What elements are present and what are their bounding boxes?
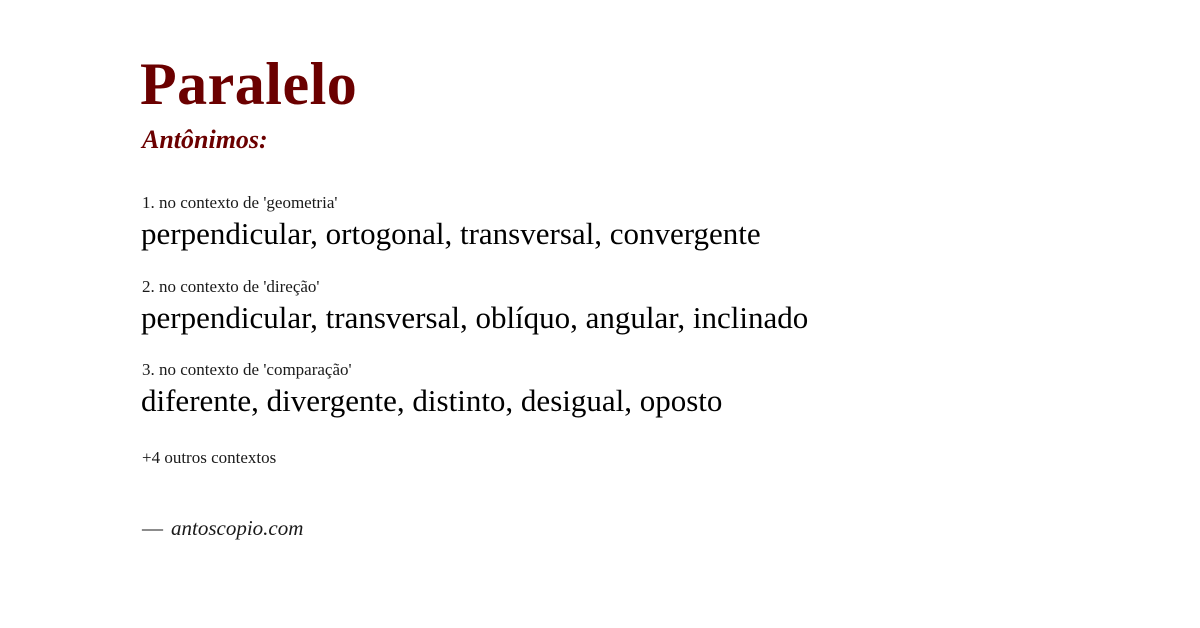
section-subtitle: Antônimos: — [142, 124, 268, 154]
antonym-entries — [140, 193, 1060, 420]
source-name: antoscopio.com — [171, 516, 304, 541]
entry-context-label: 3. no contexto de 'comparação' — [142, 360, 352, 380]
entry-context-label: 1. no contexto de 'geometria' — [142, 192, 338, 212]
page-title: Paralelo — [140, 51, 358, 117]
list-item — [140, 360, 1060, 420]
list-item — [140, 277, 1060, 337]
source-attribution — [142, 516, 1060, 541]
entry-words: perpendicular, transversal, oblíquo, angular, inclinado — [141, 299, 809, 335]
entry-words: diferente, divergente, distinto, desigual, oposto — [141, 383, 723, 419]
more-contexts-label: +4 outros contextos — [142, 448, 277, 468]
entry-words: perpendicular, ortogonal, transversal, convergente — [141, 215, 761, 251]
list-item — [140, 193, 1060, 253]
em-dash: — — [142, 516, 163, 541]
entry-context-label: 2. no contexto de 'direção' — [142, 276, 320, 296]
